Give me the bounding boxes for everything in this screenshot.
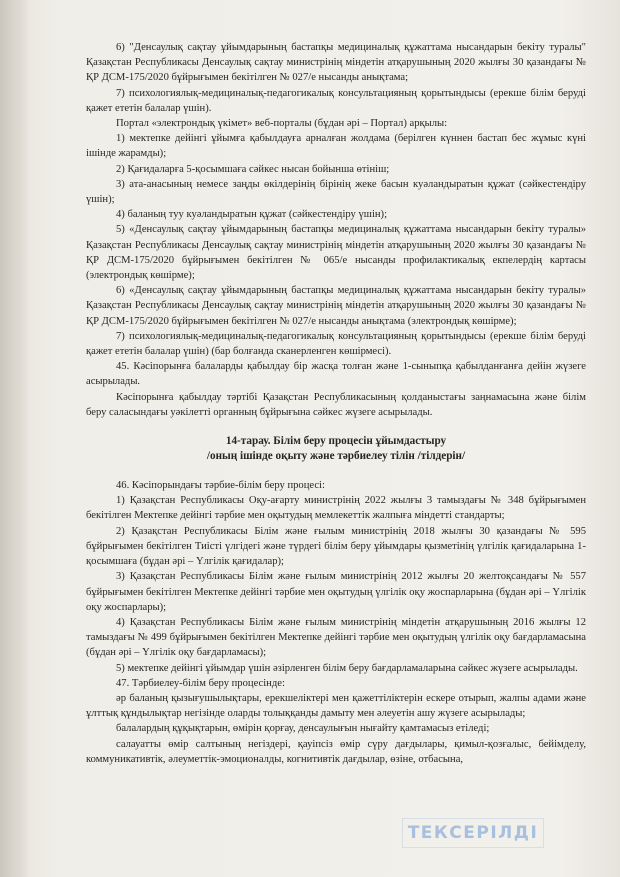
paragraph: 2) Қазақстан Республикасы Білім және ғылым министрінің 2018 жылғы 30 қазандағы № 595 бұйрығымен бекітілген Тиісті үлгідегі және түрдегі білім беру ұйымдары қызметінің үлгілік қағидаларына 1-қосымшаға (бұдан әрі – Үлгілік қағидалар); bbox=[86, 525, 586, 568]
paragraph: Портал «электрондық үкімет» веб-порталы (бұдан әрі – Портал) арқылы: bbox=[116, 118, 448, 130]
paragraph: 4) баланың туу куәландыратын құжат (сәйкестендіру үшін); bbox=[116, 209, 388, 221]
section-heading: 14-тарау. Білім беру процесін ұйымдастыру bbox=[225, 435, 447, 448]
document-body bbox=[86, 40, 586, 767]
paragraph: салауатты өмір салтының негіздері, қауіпсіз өмір сүру дағдылары, қимыл-қозғалыс, бейімделу, коммуникативтік, әлеуметтік-эмоционалды, когнитивтік дағдылар, өзіне, отбасына, bbox=[86, 738, 586, 765]
paragraph: 3) Қазақстан Республикасы Білім және ғылым министрінің 2012 жылғы 20 желтоқсандағы № 557 бұйрығымен бекітілген Мектепке дейінгі тәрбие мен оқытудың үлгілік оқу жоспарларына (бұдан әрі – Үлгілік оқу жоспарлары); bbox=[86, 571, 586, 613]
spacer bbox=[86, 464, 586, 478]
paragraph: 3) ата-анасының немесе заңды өкілдерінің бірінің жеке басын куәландыратын құжат (сәйкестендіру үшін); bbox=[86, 178, 586, 206]
page-binding-shadow bbox=[0, 0, 30, 877]
paragraph: 1) мектепке дейінгі ұйымға қабылдауға арналған жолдама (берілген күннен бастап бес жұмыс күні ішінде жарамды); bbox=[86, 133, 586, 160]
paragraph: 7) психологиялық-медициналық-педагогикалық консультацияның қорытындысы (ерекше білім беруді қажет ететін балалар үшін) (бар болғанда сканерленген көшірмесі). bbox=[86, 330, 586, 358]
paragraph: 7) психологиялық-медициналық-педагогикалық консультацияның қорытындысы (ерекше білім беруді қажет ететін балалар үшін). bbox=[86, 87, 586, 114]
spacer bbox=[86, 420, 586, 434]
paragraph: 6) «Денсаулық сақтау ұйымдарының бастапқы медициналық құжаттама нысандарын бекіту туралы» Қазақстан Республикасы Денсаулық сақтау министрінің міндетін атқарушының 2020 жылғы 30 қазандағы № ҚР ДСМ-175/2020 бұйрығымен бекітілген № 027/е нысанды анықтама (электрондық көшірме); bbox=[86, 285, 586, 327]
paragraph: 6) "Денсаулық сақтау ұйымдарының бастапқы медициналық құжаттама нысандарын бекіту туралы" Қазақстан Республикасы Денсаулық сақтау министрінің міндетін атқарушының 2020 жылғы 30 қазандағы № ҚР ДСМ-175/2020 бұйрығымен бекітілген № 027/е нысанды анықтама; bbox=[86, 42, 586, 84]
paragraph: 4) Қазақстан Республикасы Білім және ғылым министрінің міндетін атқарушының 2016 жылғы 12 тамыздағы № 499 бұйрығымен бекітілген Мектепке дейінгі тәрбие мен оқытудың үлгілік оқу бағдарламасына (бұдан әрі – Үлгілік оқу бағдарламасы); bbox=[86, 616, 586, 659]
paragraph: 46. Кәсіпорындағы тәрбие-білім беру процесі: bbox=[116, 480, 325, 492]
verification-stamp: ТЕКСЕРІЛДІ bbox=[402, 818, 544, 848]
paragraph: 45. Кәсіпорынға балаларды қабылдау бір жасқа толған және 1-сыныпқа қабылданғанға дейін жүзеге асырылады. bbox=[86, 361, 586, 388]
paragraph: 5) мектепке дейінгі ұйымдар үшін әзірленген білім беру бағдарламаларына сәйкес жүзеге асырылады. bbox=[116, 662, 578, 674]
paragraph: әр баланың қызығушылықтары, ерекшеліктері мен қажеттіліктерін ескере отырып, жалпы адами және ұлттық құндылықтар негізінде оларды толыққанды дамыту мен әлеуетін ашу жүзеге асырылады; bbox=[86, 692, 586, 720]
paragraph: Кәсіпорынға қабылдау тәртібі Қазақстан Республикасының қолданыстағы заңнамасына және білім беру саласындағы уәкілетті органның бұйрығына сәйкес жүзеге асырылады. bbox=[86, 391, 586, 418]
paragraph: 5) «Денсаулық сақтау ұйымдарының бастапқы медициналық құжаттама нысандарын бекіту туралы» Қазақстан Республикасы Денсаулық сақтау министрінің міндетін атқарушының 2020 жылғы 30 қазандағы № ҚР ДСМ-175/2020 бұйрығымен бекітілген № 065/е нысанды профилактикалық екпелердің картасы (электрондық көшірме); bbox=[86, 224, 586, 282]
section-subheading: /оның ішінде оқыту және тәрбиелеу тілін /тілдерін/ bbox=[206, 450, 466, 463]
paragraph: 1) Қазақстан Республикасы Оқу-ағарту министрінің 2022 жылғы 3 тамыздағы № 348 бұйрығымен бекітілген Мектепке дейінгі тәрбие мен оқытудың мемлекеттік жалпыға міндетті стандарты; bbox=[86, 495, 586, 522]
paragraph: балалардың құқықтарын, өмірін қорғау, денсаулығын нығайту қамтамасыз етіледі; bbox=[116, 723, 490, 735]
paragraph: 2) Қағидаларға 5-қосымшаға сәйкес нысан бойынша өтініш; bbox=[116, 163, 390, 175]
paragraph: 47. Тәрбиелеу-білім беру процесінде: bbox=[116, 677, 285, 689]
